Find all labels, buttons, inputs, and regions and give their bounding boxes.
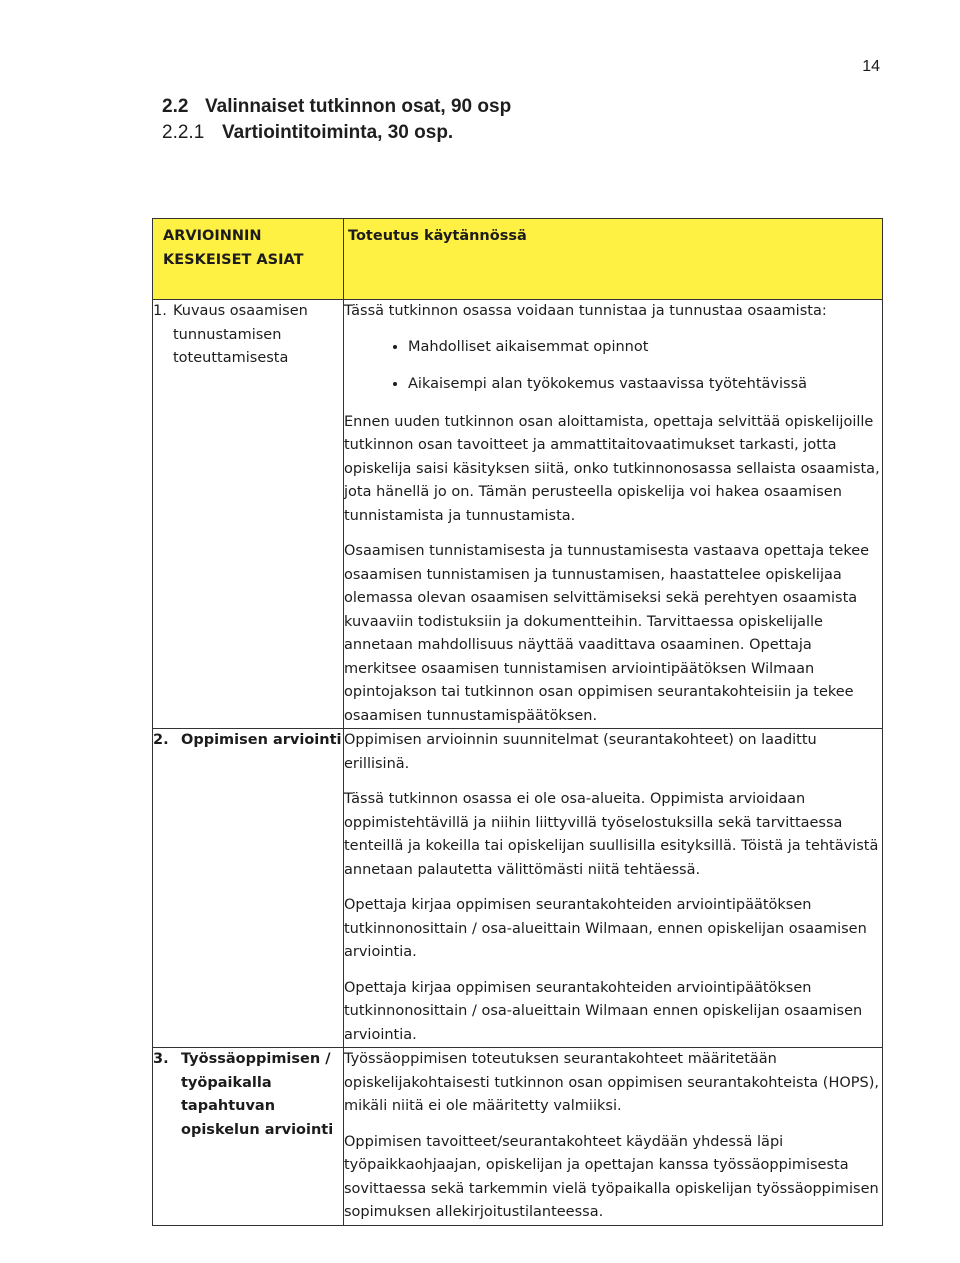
header-cell-implementation: Toteutus käytännössä [344, 219, 883, 300]
paragraph: Opettaja kirjaa oppimisen seurantakohteiden arviointipäätöksen tutkinnonosittain / osa-alueittain Wilmaan ennen opiskelijan osaamisen arviointia. [344, 979, 863, 1043]
criteria-cell [153, 1048, 344, 1226]
page-number: 14 [862, 58, 880, 75]
list-item: • Mahdolliset aikaisemmat opinnot [408, 336, 882, 360]
section-title: Valinnaiset tutkinnon osat, 90 osp [205, 96, 512, 117]
criteria-text: Kuvaus osaamisen tunnustamisen toteuttamisesta [173, 303, 308, 366]
implementation-cell [344, 300, 883, 729]
section-number: 2.2 [162, 96, 189, 117]
assessment-table [152, 218, 883, 1226]
subsection-heading [162, 122, 453, 144]
paragraph: Tässä tutkinnon osassa ei ole osa-alueita. Oppimista arvioidaan oppimistehtävillä ja niihin liittyvillä työselostuksilla sekä tarvittaessa tenteillä ja kokeilla tai opiskelijan suullisilla esityksillä. Töistä ja tehtävistä annetaan palautetta välittömästi niitä tehtäessä. [344, 791, 879, 878]
header-cell-criteria: ARVIOINNIN KESKEISET ASIAT [153, 219, 344, 300]
table-row [153, 300, 883, 729]
implementation-cell [344, 1048, 883, 1226]
bullet-list [344, 336, 882, 397]
criteria-number: 3. [153, 1051, 169, 1067]
subsection-title: Vartiointitoiminta, 30 osp. [222, 122, 454, 143]
criteria-number: 2. [153, 732, 169, 748]
list-item: • Aikaisempi alan työkokemus vastaavissa työtehtävissä [408, 373, 882, 397]
table-header-row [153, 219, 883, 300]
criteria-text: Oppimisen arviointi [181, 732, 342, 748]
paragraph: Ennen uuden tutkinnon osan aloittamista, opettaja selvittää opiskelijoille tutkinnon osan tavoitteet ja ammattitaitovaatimukset tarkasti, jotta opiskelija saisi käsityksen siitä, onko tutkinnonosassa sellaista osaamista, jota hänellä jo on. Tämän perusteella opiskelija voi hakea osaamisen tunnistamista ja tunnustamista. [344, 413, 880, 524]
table-row [153, 729, 883, 1048]
criteria-label [153, 300, 343, 371]
criteria-cell [153, 300, 344, 729]
table-row [153, 1048, 883, 1226]
paragraph: Opettaja kirjaa oppimisen seurantakohteiden arviointipäätöksen tutkinnonosittain / osa-alueittain Wilmaan, ennen opiskelijan osaamisen arviointia. [344, 897, 867, 960]
paragraph: Osaamisen tunnistamisesta ja tunnustamisesta vastaava opettaja tekee osaamisen tunnistamisen ja tunnustamisen, haastattelee opiskelijaa olemassa olevan osaamisen selvittämiseksi sekä perehtyen osaamista kuvaaviin todistuksiin ja dokumentteihin. Tarvittaessa opiskelijalle annetaan mahdollisuus näyttää vaadittava osaaminen. Opettaja merkitsee osaamisen tunnistamisen arviointipäätöksen Wilmaan opintojakson tai tutkinnon osan oppimisen seurantakohteisiin ja tekee osaamisen tunnustamispäätöksen. [344, 543, 870, 724]
criteria-number: 1. [153, 303, 167, 319]
section-heading [162, 96, 511, 118]
subsection-number: 2.2.1 [162, 122, 205, 143]
criteria-label [153, 729, 343, 753]
paragraph: Oppimisen tavoitteet/seurantakohteet käydään yhdessä läpi työpaikkaohjaajan, opiskelijan ja opettajan kanssa työssäoppimisesta sovittaessa sekä tarkemmin vielä työpaikalla opiskelijan työssäoppimisen sopimuksen allekirjoitustilanteessa. [344, 1133, 879, 1220]
criteria-text: Työssäoppimisen / työpaikalla tapahtuvan opiskelun arviointi [181, 1051, 334, 1138]
paragraph: Oppimisen arvioinnin suunnitelmat (seurantakohteet) on laadittu erillisinä. [344, 732, 817, 772]
implementation-cell [344, 729, 883, 1048]
criteria-cell [153, 729, 344, 1048]
criteria-label [153, 1048, 343, 1142]
paragraph: Tässä tutkinnon osassa voidaan tunnistaa ja tunnustaa osaamista: [344, 303, 827, 319]
paragraph: Työssäoppimisen toteutuksen seurantakohteet määritetään opiskelijakohtaisesti tutkinnon osan oppimisen seurantakohteista (HOPS), mikäli niitä ei ole määritetty valmiiksi. [344, 1051, 879, 1114]
